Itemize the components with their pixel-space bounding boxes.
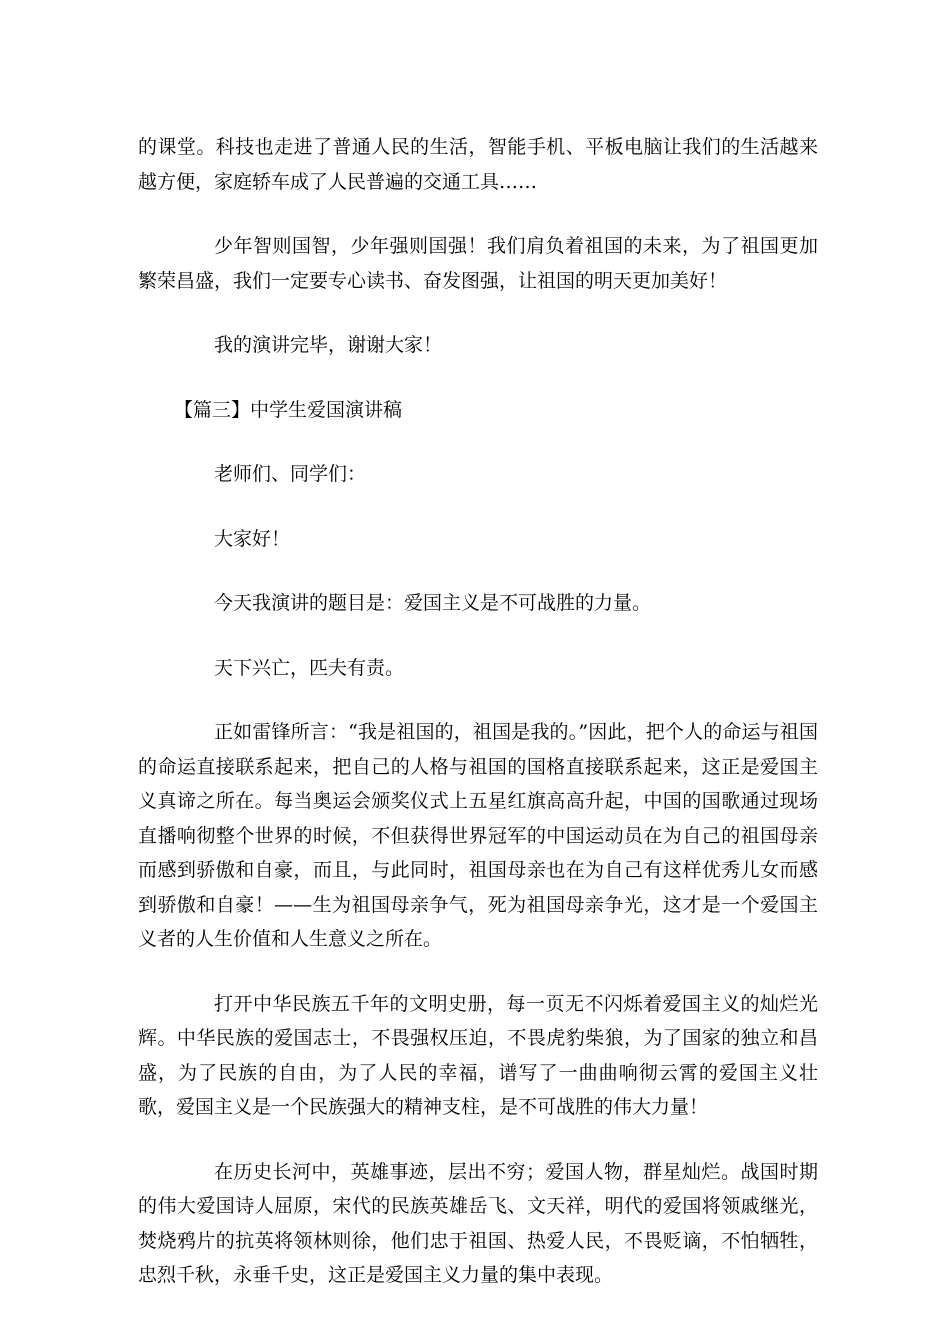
paragraph-greeting: 大家好！ <box>214 527 291 550</box>
section-heading: 【篇三】中学生爱国演讲稿 <box>174 398 403 421</box>
paragraph-continuation: 的课堂。科技也走进了普通人民的生活，智能手机、平板电脑让我们的生活越来越方便，家庭轿车成了人民普遍的交通工具…… <box>138 136 818 193</box>
paragraph-salutation: 老师们、同学们： <box>214 463 367 485</box>
paragraph-closing: 我的演讲完毕，谢谢大家！ <box>214 334 443 356</box>
paragraph-history: 打开中华民族五千年的文明史册，每一页无不闪烁着爱国主义的灿烂光辉。中华民族的爱国志士，不畏强权压迫，不畏虎豹柴狼，为了国家的独立和昌盛，为了民族的自由，为了人民的幸福，谱写了一曲曲响彻云霄的爱国主义壮歌，爱国主义是一个民族强大的精神支柱，是不可战胜的伟大力量！ <box>138 992 818 1118</box>
paragraph-topic: 今天我演讲的题目是：爱国主义是不可战胜的力量。 <box>214 592 652 614</box>
paragraph-youth: 少年智则国智，少年强则国强！我们肩负着祖国的未来，为了祖国更加繁荣昌盛，我们一定要专心读书、奋发图强，让祖国的明天更加美好！ <box>138 235 818 292</box>
document-page <box>138 130 818 1293</box>
paragraph-lei-feng: 正如雷锋所言：“我是祖国的，祖国是我的。”因此，把个人的命运与祖国的命运直接联系起来，把自己的人格与祖国的国格直接联系起来，这正是爱国主义真谛之所在。每当奥运会颁奖仪式上五星红旗高高升起，中国的国歌通过现场直播响彻整个世界的时候，不但获得世界冠军的中国运动员在为自己的祖国母亲而感到骄傲和自豪，而且，与此同时，祖国母亲也在为自己有这样优秀儿女而感到骄傲和自豪！——生为祖国母亲争气，死为祖国母亲争光，这才是一个爱国主义者的人生价值和人生意义之所在。 <box>138 721 818 950</box>
paragraph-heroes: 在历史长河中，英雄事迹，层出不穷；爱国人物，群星灿烂。战国时期的伟大爱国诗人屈原，宋代的民族英雄岳飞、文天祥，明代的爱国将领戚继光，焚烧鸦片的抗英将领林则徐，他们忠于祖国、热爱人民，不畏贬谪，不怕牺牲，忠烈千秋，永垂千史，这正是爱国主义力量的集中表现。 <box>138 1160 818 1286</box>
paragraph-proverb: 天下兴亡，匹夫有责。 <box>214 656 405 679</box>
